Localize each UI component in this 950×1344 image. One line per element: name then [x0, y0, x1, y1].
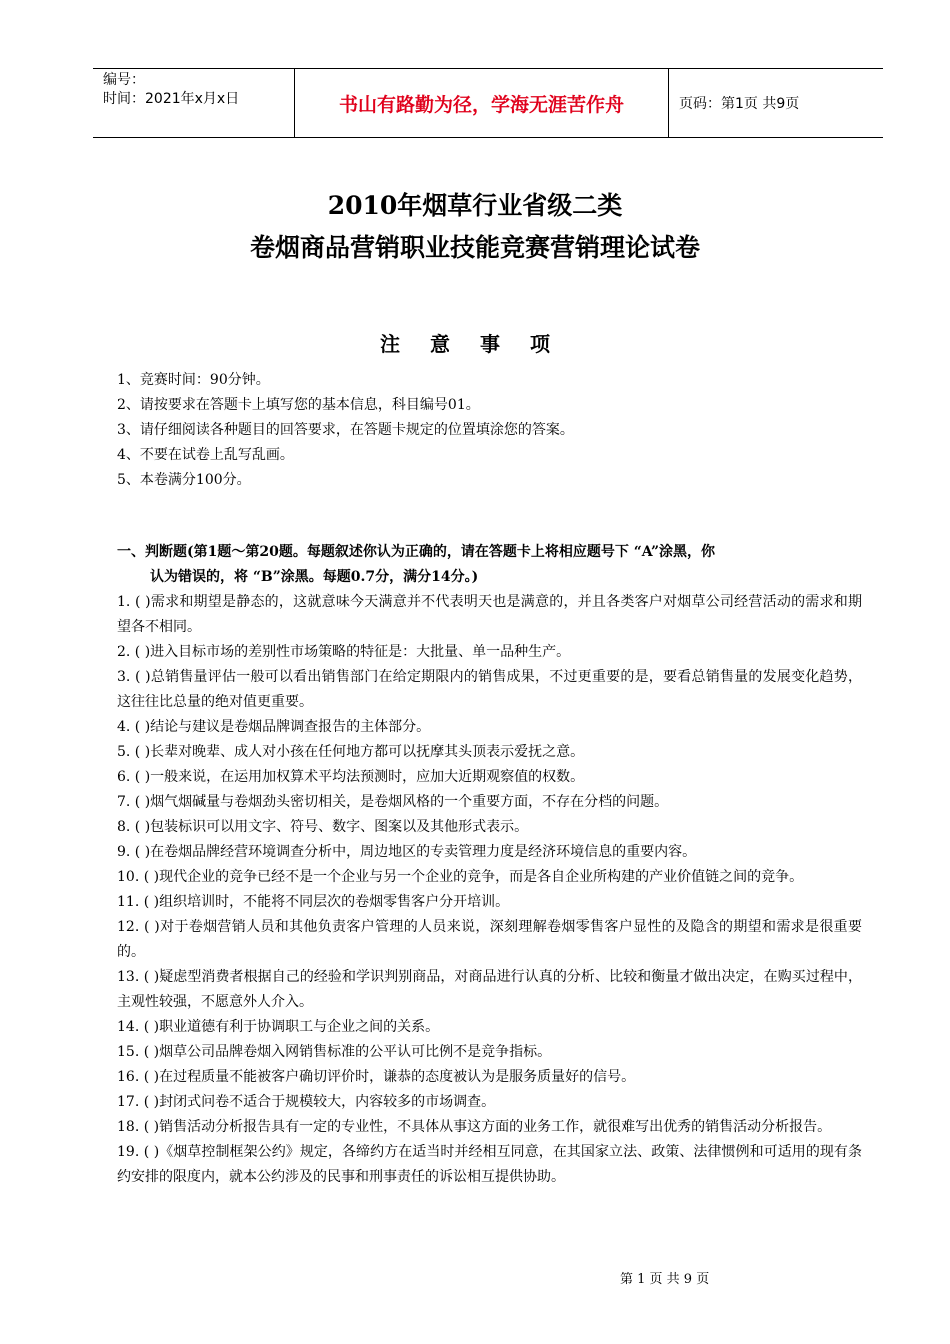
header-meta — [93, 69, 295, 137]
question-item: 5. ( )长辈对晚辈、成人对小孩在任何地方都可以抚摩其头顶表示爱抚之意。 — [117, 744, 585, 760]
question-item: 7. ( )烟气烟碱量与卷烟劲头密切相关，是卷烟风格的一个重要方面，不存在分档的问题。 — [117, 794, 669, 810]
question-item: 11. ( )组织培训时，不能将不同层次的卷烟零售客户分开培训。 — [117, 894, 510, 910]
question-item: 12. ( )对于卷烟营销人员和其他负责客户管理的人员来说，深刻理解卷烟零售客户显性的及隐含的期望和需求是很重要的。 — [117, 919, 862, 960]
question-item: 10. ( )现代企业的竞争已经不是一个企业与另一个企业的竞争，而是各自企业所构建的产业价值链之间的竞争。 — [117, 869, 804, 885]
question-item: 4. ( )结论与建议是卷烟品牌调查报告的主体部分。 — [117, 719, 431, 735]
page-title-line2: 卷烟商品营销职业技能竞赛营销理论试卷 — [249, 233, 700, 262]
header-motto: 书山有路勤为径，学海无涯苦作舟 — [295, 69, 669, 137]
section-heading — [117, 540, 867, 590]
header-page-label: 页码：第1页 共9页 — [679, 96, 800, 112]
document-header — [93, 68, 883, 138]
question-item: 19. ( )《烟草控制框架公约》规定，各缔约方在适当时并经相互同意，在其国家立法、政策、法律惯例和可适用的现有条约安排的限度内，就本公约涉及的民事和刑事责任的诉讼相互提供协助。 — [117, 1144, 862, 1185]
question-item: 14. ( )职业道德有利于协调职工与企业之间的关系。 — [117, 1019, 440, 1035]
section-heading-line1: 一、判断题(第1题～第20题。每题叙述你认为正确的，请在答题卡上将相应题号下 “A”涂黑，你 — [117, 544, 716, 560]
notice-item: 2、请按要求在答题卡上填写您的基本信息，科目编号01。 — [117, 397, 480, 413]
question-item: 8. ( )包装标识可以用文字、符号、数字、图案以及其他形式表示。 — [117, 819, 529, 835]
notice-list — [117, 368, 574, 493]
question-item: 6. ( )一般来说，在运用加权算术平均法预测时，应加大近期观察值的权数。 — [117, 769, 585, 785]
section-heading-line2: 认为错误的，将 “B”涂黑。每题0.7分，满分14分。) — [150, 569, 479, 585]
question-item: 1. ( )需求和期望是静态的，这就意味今天满意并不代表明天也是满意的，并且各类客户对烟草公司经营活动的需求和期望各不相同。 — [117, 594, 862, 635]
question-item: 18. ( )销售活动分析报告具有一定的专业性，不具体从事这方面的业务工作，就很难写出优秀的销售活动分析报告。 — [117, 1119, 832, 1135]
question-item: 9. ( )在卷烟品牌经营环境调查分析中，周边地区的专卖管理力度是经济环境信息的重要内容。 — [117, 844, 697, 860]
question-item: 3. ( )总销售量评估一般可以看出销售部门在给定期限内的销售成果，不过更重要的是，要看总销售量的发展变化趋势，这往往比总量的绝对值更重要。 — [117, 669, 862, 710]
notice-heading: 注意事项 — [380, 332, 580, 356]
header-number-label: 编号： — [103, 72, 145, 88]
question-item: 13. ( )疑虑型消费者根据自己的经验和学识判别商品，对商品进行认真的分析、比较和衡量才做出决定，在购买过程中，主观性较强，不愿意外人介入。 — [117, 969, 862, 1010]
question-item: 2. ( )进入目标市场的差别性市场策略的特征是：大批量、单一品种生产。 — [117, 644, 571, 660]
question-item: 15. ( )烟草公司品牌卷烟入网销售标准的公平认可比例不是竞争指标。 — [117, 1044, 552, 1060]
notice-item: 1、竞赛时间：90分钟。 — [117, 372, 270, 388]
header-time-label: 时间：2021年x月x日 — [103, 91, 240, 107]
question-list — [117, 590, 862, 1190]
page-footer: 第 1 页 共 9 页 — [620, 1272, 710, 1287]
question-item: 16. ( )在过程质量不能被客户确切评价时，谦恭的态度被认为是服务质量好的信号。 — [117, 1069, 636, 1085]
notice-item: 4、不要在试卷上乱写乱画。 — [117, 447, 294, 463]
notice-item: 3、请仔细阅读各种题目的回答要求，在答题卡规定的位置填涂您的答案。 — [117, 422, 574, 438]
page-title-line1: 2010年烟草行业省级二类 — [327, 191, 623, 220]
notice-item: 5、本卷满分100分。 — [117, 472, 251, 488]
question-item: 17. ( )封闭式问卷不适合于规模较大，内容较多的市场调查。 — [117, 1094, 496, 1110]
